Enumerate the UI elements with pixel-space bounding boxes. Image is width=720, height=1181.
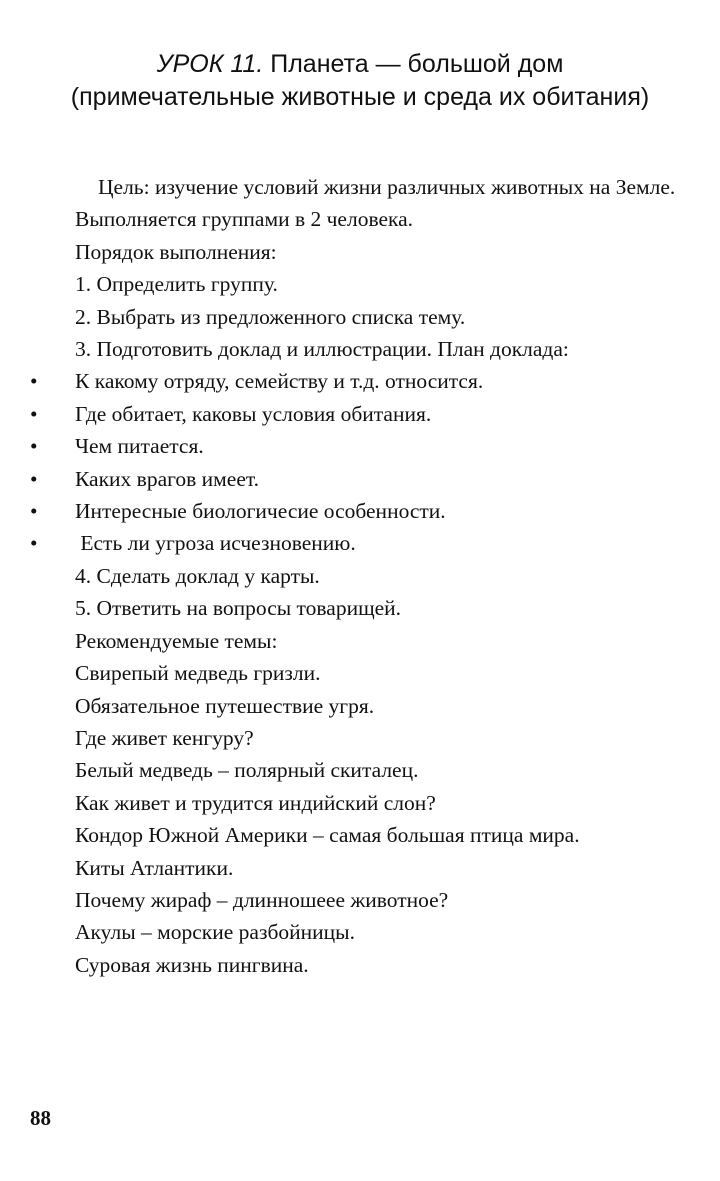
bullet-item [30,527,695,559]
title-line-1 [0,48,720,81]
bullet-item [30,463,695,495]
bullet-item [30,495,695,527]
bullet-text: Где обитает, каковы условия обитания. [75,401,432,426]
text-line: 2. Выбрать из предложенного списка тему. [75,304,466,329]
bullet-text: Есть ли угроза исчезновению. [75,531,356,556]
text-line: 1. Определить группу. [75,272,278,297]
bullet-icon: • [30,499,38,524]
lesson-number: УРОК 11. [156,50,264,78]
topic-line: Суровая жизнь пингвина. [75,952,309,977]
text-line: 4. Сделать доклад у карты. [75,563,320,588]
recommended-topics-heading: Рекомендуемые темы: [75,628,278,653]
title-line-2: (примечательные животные и среда их обитания) [70,83,650,111]
topic-line: Обязательное путешествие угря. [75,693,375,718]
topic-line: Киты Атлантики. [75,855,234,880]
topic-line: Где живет кенгуру? [75,725,254,750]
topic-line: Белый медведь – полярный скиталец. [75,758,419,783]
bullet-icon: • [30,369,38,394]
bullet-text: К какому отряду, семейству и т.д. относится. [75,369,484,394]
page-number: 88 [30,1106,51,1130]
topic-line: Кондор Южной Америки – самая большая птица мира. [75,823,580,848]
topic-line: Свирепый медведь гризли. [75,661,321,686]
bullet-text: Чем питается. [75,434,204,459]
bullet-icon: • [30,401,38,426]
bullet-icon: • [30,466,38,491]
bullet-icon: • [30,531,38,556]
lesson-topic: Планета — большой дом [270,50,564,78]
text-line: 5. Ответить на вопросы товарищей. [75,596,402,621]
bullet-item [30,365,695,397]
bullet-icon: • [30,434,38,459]
goal-paragraph: Цель: изучение условий жизни различных животных на Земле. [98,175,676,199]
text-line: 3. Подготовить доклад и иллюстрации. План доклада: [75,337,569,362]
topic-line: Акулы – морские разбойницы. [75,920,355,945]
topic-line: Как живет и трудится индийский слон? [75,790,436,815]
bullet-item [30,430,695,462]
text-line: Порядок выполнения: [75,239,277,264]
bullet-text: Каких врагов имеет. [75,466,260,491]
bullet-item [30,398,695,430]
text-line: Выполняется группами в 2 человека. [75,207,414,232]
lesson-body [30,171,695,981]
bullet-text: Интересные биологичесие особенности. [75,499,446,524]
topic-line: Почему жираф – длинношеее животное? [75,887,449,912]
lesson-title [0,48,720,114]
